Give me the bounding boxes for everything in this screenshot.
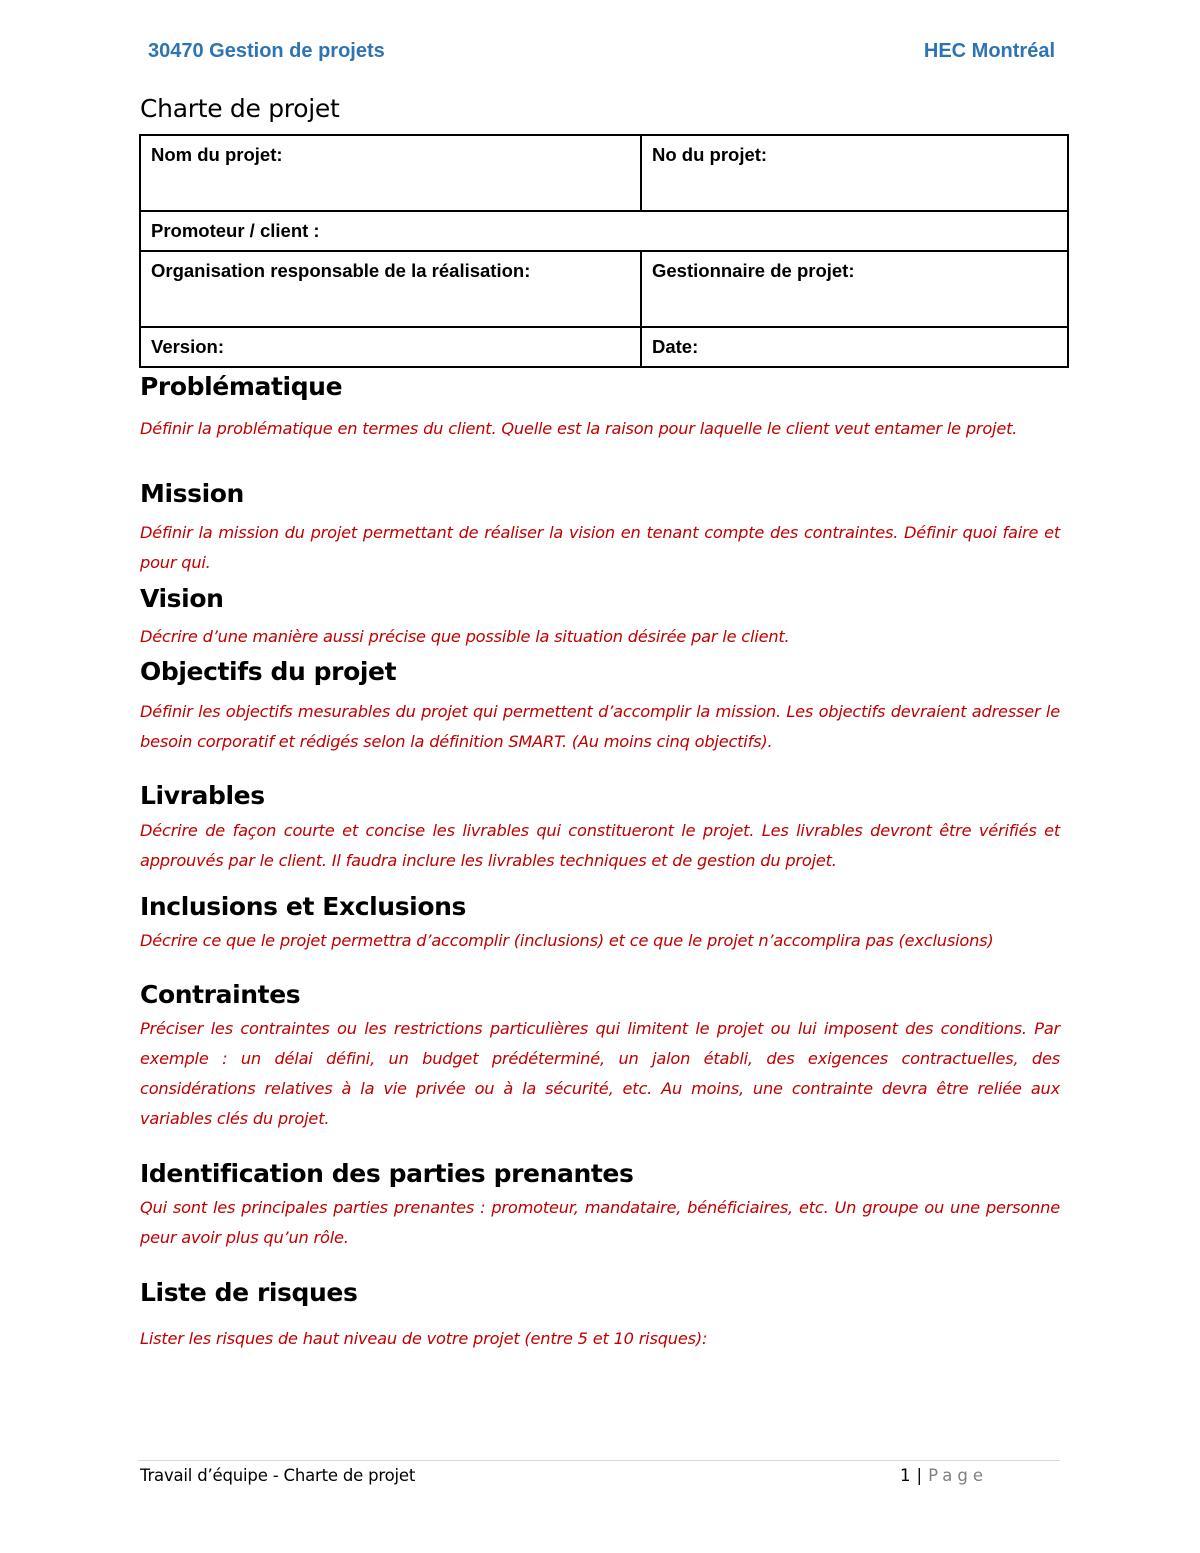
- cell-date[interactable]: [641, 327, 1068, 367]
- text-mission: Définir la mission du projet permettant de réaliser la vision en tenant compte des contraintes. Définir quoi faire et pour qui.: [140, 523, 1060, 572]
- project-info-table: [139, 134, 1069, 368]
- text-vision: Décrire d’une manière aussi précise que possible la situation désirée par le client.: [140, 627, 790, 646]
- heading-mission: Mission: [140, 479, 244, 508]
- cell-version[interactable]: [140, 327, 641, 367]
- text-problematique: Définir la problématique en termes du client. Quelle est la raison pour laquelle le client veut entamer le projet.: [140, 419, 1018, 438]
- text-livrables: Décrire de façon courte et concise les livrables qui constitueront le projet. Les livrables devront être vérifiés et approuvés par le client. Il faudra inclure les livrables techniques et de gestion du projet.: [140, 821, 1060, 870]
- heading-parties-prenantes: Identification des parties prenantes: [140, 1159, 634, 1188]
- footer-divider: [138, 1460, 1060, 1461]
- page-label: Page: [928, 1466, 989, 1485]
- page-separator: |: [916, 1466, 923, 1485]
- heading-vision: Vision: [140, 584, 224, 613]
- label-date: Date:: [652, 336, 699, 357]
- cell-responsible-organization[interactable]: [140, 251, 641, 327]
- cell-project-number[interactable]: [641, 135, 1068, 211]
- heading-contraintes: Contraintes: [140, 980, 301, 1009]
- text-contraintes: Préciser les contraintes ou les restrictions particulières qui limitent le projet ou lui imposent des conditions. Par exemple : un délai défini, un budget prédéterminé, un jalon établi, des exigences contractuelles, des considérations relatives à la vie privée ou à la sécurité, etc. Au moins, une contrainte devra être reliée aux variables clés du projet.: [140, 1019, 1060, 1128]
- label-project-manager: Gestionnaire de projet:: [652, 260, 855, 281]
- heading-objectifs: Objectifs du projet: [140, 657, 397, 686]
- text-inclusions-exclusions: Décrire ce que le projet permettra d’accomplir (inclusions) et ce que le projet n’accomplira pas (exclusions): [140, 931, 994, 950]
- label-sponsor-client: Promoteur / client :: [151, 220, 320, 241]
- document-title: Charte de projet: [140, 94, 340, 123]
- cell-project-manager[interactable]: [641, 251, 1068, 327]
- heading-problematique: Problématique: [140, 372, 343, 401]
- footer-document-label: Travail d’équipe - Charte de projet: [140, 1466, 416, 1485]
- heading-inclusions-exclusions: Inclusions et Exclusions: [140, 892, 466, 921]
- text-parties-prenantes: Qui sont les principales parties prenantes : promoteur, mandataire, bénéficiaires, etc. Un groupe ou une personne peur avoir plus qu’un rôle.: [140, 1198, 1060, 1247]
- cell-sponsor-client[interactable]: [140, 211, 1068, 251]
- label-responsible-organization: Organisation responsable de la réalisation:: [151, 260, 531, 281]
- page-number: 1: [900, 1466, 911, 1485]
- header-course-title: 30470 Gestion de projets: [148, 40, 385, 62]
- text-objectifs: Définir les objectifs mesurables du projet qui permettent d’accomplir la mission. Les objectifs devraient adresser le besoin corporatif et rédigés selon la définition SMART. (Au moins cinq objectifs).: [140, 702, 1060, 751]
- footer-page-indicator: [900, 1466, 988, 1485]
- label-project-number: No du projet:: [652, 144, 768, 165]
- heading-livrables: Livrables: [140, 781, 265, 810]
- header-school-name: HEC Montréal: [923, 40, 1055, 62]
- cell-project-name[interactable]: [140, 135, 641, 211]
- label-project-name: Nom du projet:: [151, 144, 283, 165]
- text-liste-risques: Lister les risques de haut niveau de votre projet (entre 5 et 10 risques):: [140, 1329, 708, 1348]
- label-version: Version:: [151, 336, 224, 357]
- heading-liste-risques: Liste de risques: [140, 1278, 358, 1307]
